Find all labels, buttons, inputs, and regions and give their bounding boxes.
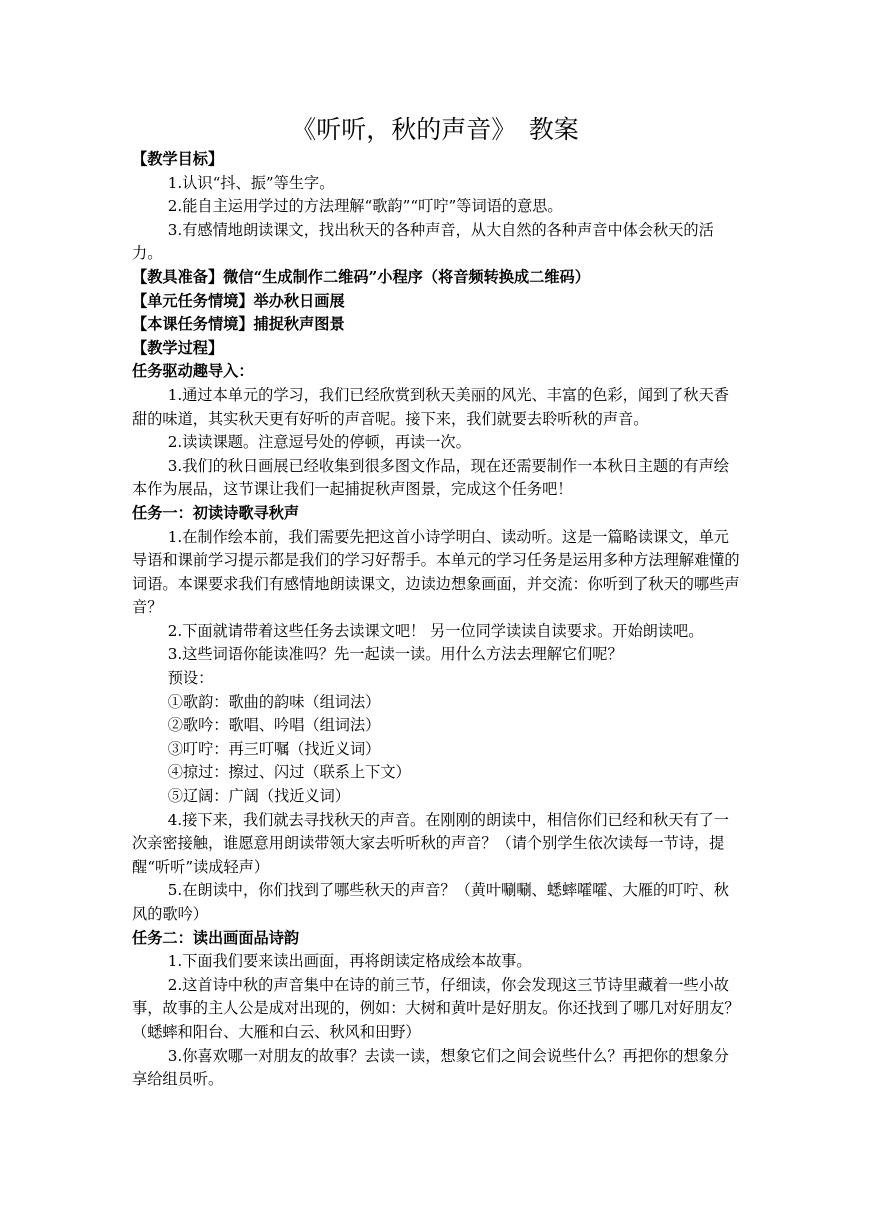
goal-item-1: 1.认识“抖、振”等生字。	[167, 173, 335, 192]
preset-item-3: ③叮咛：再三叮嘱（找近义词）	[167, 739, 381, 758]
task2-paragraph-3: 3.你喜欢哪一对朋友的故事？去读一读，想象它们之间会说些什么？再把你的想象分享给组员听。	[132, 1046, 729, 1089]
task2-paragraph-2: 2.这首诗中秋的声音集中在诗的前三节，仔细读，你会发现这三节诗里藏着一些小故事，故事的主人公是成对出现的，例如：大树和黄叶是好朋友。你还找到了哪几对好朋友？（蟋蟀和阳台、大雁和白云、秋风和田野）	[132, 975, 740, 1041]
preset-item-4: ④掠过：擦过、闪过（联系上下文）	[167, 763, 411, 782]
section-heading-process: 【教学过程】	[132, 338, 224, 357]
subheading-intro: 任务驱动趣导入：	[132, 362, 254, 381]
section-heading-unit-task: 【单元任务情境】举办秋日画展	[132, 291, 345, 310]
task1-paragraph-2: 2.下面就请带着这些任务去读课文吧！ 另一位同学读读自读要求。开始朗读吧。	[167, 621, 704, 640]
preset-item-5: ⑤辽阔：广阔（找近义词）	[167, 787, 350, 806]
subheading-task-2: 任务二：读出画面品诗韵	[132, 928, 300, 947]
goal-item-2: 2.能自主运用学过的方法理解“歌韵”“叮咛”等词语的意思。	[167, 197, 563, 216]
preset-label: 预设：	[167, 669, 214, 688]
subheading-task-1: 任务一：初读诗歌寻秋声	[132, 503, 300, 522]
intro-paragraph-1: 1.通过本单元的学习，我们已经欣赏到秋天美丽的风光、丰富的色彩，闻到了秋天香甜的味道，其实秋天更有好听的声音呢。接下来，我们就要去聆听秋的声音。	[132, 385, 729, 428]
section-heading-tools: 【教具准备】微信“生成制作二维码”小程序（将音频转换成二维码）	[132, 267, 590, 286]
section-heading-lesson-task: 【本课任务情境】捕捉秋声图景	[132, 315, 345, 334]
document-body	[132, 148, 740, 1092]
goal-item-3: 3.有感情地朗读课文，找出秋天的各种声音，从大自然的各种声音中体会秋天的活力。	[132, 220, 714, 263]
intro-paragraph-3: 3.我们的秋日画展已经收集到很多图文作品，现在还需要制作一本秋日主题的有声绘本作为展品，这节课让我们一起捕捉秋声图景，完成这个任务吧！	[132, 456, 729, 499]
task1-paragraph-4: 4.接下来，我们就去寻找秋天的声音。在刚刚的朗读中，相信你们已经和秋天有了一次亲密接触，谁愿意用朗读带领大家去听听秋的声音？（请个别学生依次读每一节诗，提醒“听听”读成轻声）	[132, 810, 729, 876]
preset-item-1: ①歌韵：歌曲的韵味（组词法）	[167, 692, 381, 711]
task1-paragraph-1: 1.在制作绘本前，我们需要先把这首小诗学明白、读动听。这是一篇略读课文，单元导语和课前学习提示都是我们的学习好帮手。本单元的学习任务是运用多种方法理解难懂的词语。本课要求我们有感情地朗读课文，边读边想象画面，并交流：你听到了秋天的哪些声音？	[132, 527, 740, 617]
task1-paragraph-5: 5.在朗读中，你们找到了哪些秋天的声音？（黄叶唰唰、蟋蟀嚯嚯、大雁的叮咛、秋风的歌吟）	[132, 881, 729, 923]
task2-paragraph-1: 1.下面我们要来读出画面，再将朗读定格成绘本故事。	[167, 952, 532, 971]
page-title: 《听听，秋的声音》 教案	[291, 115, 579, 144]
intro-paragraph-2: 2.读读课题。注意逗号处的停顿，再读一次。	[167, 433, 471, 452]
section-heading-goals: 【教学目标】	[132, 150, 224, 168]
preset-item-2: ②歌吟：歌唱、吟唱（组词法）	[167, 716, 381, 735]
task1-paragraph-3: 3.这些词语你能读准吗？先一起读一读。用什么方法去理解它们呢？	[167, 645, 623, 664]
